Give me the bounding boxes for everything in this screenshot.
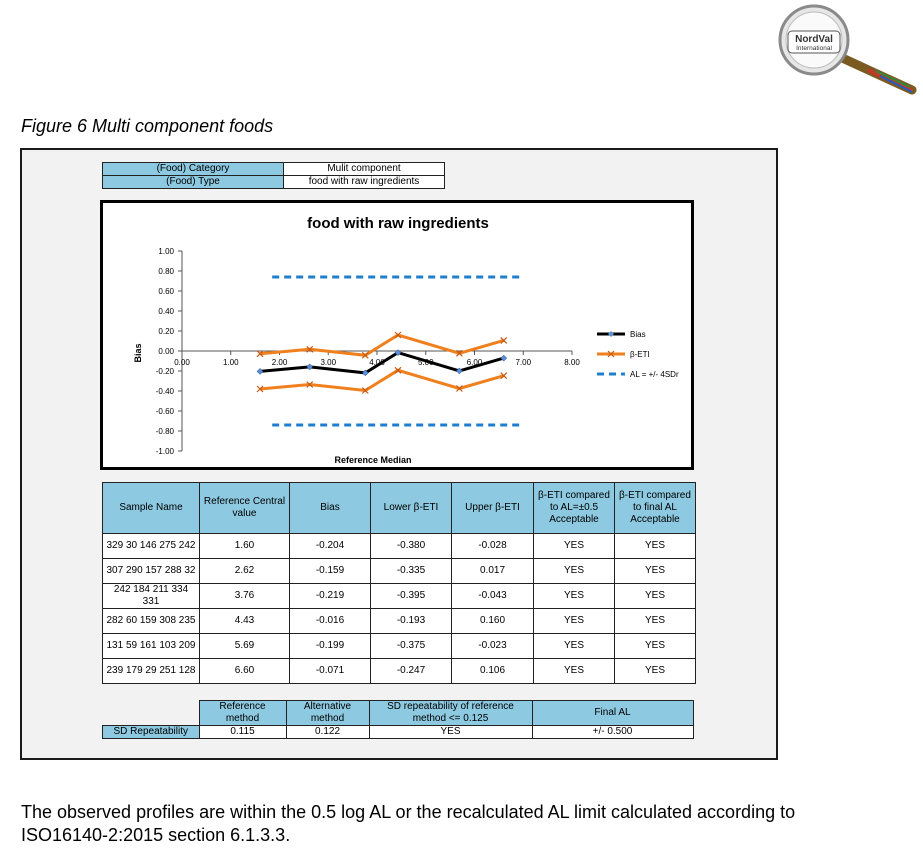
y-tick-label: -0.20 <box>155 367 174 376</box>
results-table <box>102 482 696 684</box>
x-tick-label: 1.00 <box>222 358 239 367</box>
eti-al-acceptable-cell: YES <box>534 559 615 584</box>
eti-al-acceptable-cell: YES <box>534 634 615 659</box>
eti-line <box>260 370 504 390</box>
blank-cell <box>103 701 200 726</box>
eti-al-acceptable-cell: YES <box>534 534 615 559</box>
reference-method-value: 0.115 <box>199 726 286 739</box>
table-row <box>103 559 696 584</box>
lower-eti-value-cell: -0.335 <box>371 559 452 584</box>
category-value: Mulit component <box>284 163 445 176</box>
y-tick-label: 0.40 <box>158 307 174 316</box>
reference-value-cell: 1.60 <box>200 534 290 559</box>
category-table <box>102 162 445 189</box>
chart-title: food with raw ingredients <box>307 215 489 232</box>
table-row <box>103 176 445 189</box>
sample-name-cell: 131 59 161 103 209 <box>103 634 200 659</box>
bias-value-cell: -0.204 <box>290 534 371 559</box>
type-label: (Food) Type <box>103 176 284 189</box>
col-header-reference-method: Reference method <box>199 701 286 726</box>
x-tick-label: 8.00 <box>564 358 580 367</box>
row-label-sd-repeatability: SD Repeatability <box>103 726 200 739</box>
y-tick-label: -0.80 <box>155 427 174 436</box>
figure-title: Figure 6 Multi component foods <box>21 116 274 136</box>
legend-marker <box>608 331 614 337</box>
type-value: food with raw ingredients <box>284 176 445 189</box>
bias-point <box>257 368 263 374</box>
bias-value-cell: -0.016 <box>290 609 371 634</box>
table-header-row <box>103 701 694 726</box>
x-axis-label: Reference Median <box>334 455 412 465</box>
col-header-bias: Bias <box>290 483 371 534</box>
x-tick-label: 7.00 <box>515 358 532 367</box>
nordval-logo <box>776 4 920 104</box>
upper-eti-value-cell: 0.017 <box>452 559 534 584</box>
x-tick-label: 6.00 <box>466 358 483 367</box>
eti-final-al-acceptable-cell: YES <box>615 534 696 559</box>
lower-eti-value-cell: -0.375 <box>371 634 452 659</box>
eti-al-acceptable-cell: YES <box>534 609 615 634</box>
legend-label: AL = +/- 4SDr <box>630 370 679 379</box>
table-row <box>103 659 696 684</box>
eti-final-al-acceptable-cell: YES <box>615 584 696 609</box>
y-axis-label: Bias <box>133 343 143 363</box>
bias-value-cell: -0.219 <box>290 584 371 609</box>
legend-label: Bias <box>630 330 646 339</box>
logo-text-sub: International <box>796 45 832 52</box>
x-tick-label: 5.00 <box>417 358 434 367</box>
y-tick-label: 0.60 <box>158 287 174 296</box>
table-row <box>103 634 696 659</box>
bias-value-cell: -0.159 <box>290 559 371 584</box>
col-header-eti-vs-al: β-ETI compared to AL=±0.5 Acceptable <box>534 483 615 534</box>
reference-value-cell: 5.69 <box>200 634 290 659</box>
table-row <box>103 609 696 634</box>
col-header-sample-name: Sample Name <box>103 483 200 534</box>
y-tick-label: -0.60 <box>155 407 174 416</box>
sample-name-cell: 242 184 211 334 331 <box>103 584 200 609</box>
col-header-eti-vs-final-al: β-ETI compared to final AL Acceptable <box>615 483 696 534</box>
eti-final-al-acceptable-cell: YES <box>615 659 696 684</box>
reference-value-cell: 4.43 <box>200 609 290 634</box>
bias-value-cell: -0.071 <box>290 659 371 684</box>
col-header-reference: Reference Central value <box>200 483 290 534</box>
y-tick-label: 0.00 <box>158 347 174 356</box>
lower-eti-value-cell: -0.247 <box>371 659 452 684</box>
upper-eti-value-cell: -0.028 <box>452 534 534 559</box>
table-row <box>103 726 694 739</box>
sample-name-cell: 307 290 157 288 32 <box>103 559 200 584</box>
final-al-value: +/- 0.500 <box>532 726 693 739</box>
table-row <box>103 534 696 559</box>
sample-name-cell: 329 30 146 275 242 <box>103 534 200 559</box>
lower-eti-value-cell: -0.193 <box>371 609 452 634</box>
x-tick-label: 3.00 <box>320 358 337 367</box>
upper-eti-value-cell: 0.106 <box>452 659 534 684</box>
eti-final-al-acceptable-cell: YES <box>615 634 696 659</box>
lower-eti-value-cell: -0.380 <box>371 534 452 559</box>
upper-eti-value-cell: -0.043 <box>452 584 534 609</box>
y-tick-label: 0.80 <box>158 267 174 276</box>
figure-panel <box>20 148 778 760</box>
bias-point <box>307 364 313 370</box>
table-row <box>103 163 445 176</box>
lower-eti-value-cell: -0.395 <box>371 584 452 609</box>
x-tick-label: 2.00 <box>271 358 288 367</box>
eti-al-acceptable-cell: YES <box>534 584 615 609</box>
conclusion-text: The observed profiles are within the 0.5 log AL or the recalculated AL limit calculated according to ISO16140-2:2015 section 6.1.3.3. <box>21 802 796 845</box>
legend-label: β-ETI <box>630 350 650 359</box>
col-header-upper-eti: Upper β-ETI <box>452 483 534 534</box>
logo-text-main: NordVal <box>795 34 833 45</box>
reference-value-cell: 3.76 <box>200 584 290 609</box>
col-header-final-al: Final AL <box>532 701 693 726</box>
col-header-alternative-method: Alternative method <box>286 701 369 726</box>
bias-value-cell: -0.199 <box>290 634 371 659</box>
eti-al-acceptable-cell: YES <box>534 659 615 684</box>
x-tick-label: 0.00 <box>174 358 190 367</box>
bias-chart <box>100 200 694 470</box>
x-tick-label: 4.00 <box>369 358 385 367</box>
eti-final-al-acceptable-cell: YES <box>615 609 696 634</box>
sample-name-cell: 282 60 159 308 235 <box>103 609 200 634</box>
y-tick-label: 0.20 <box>158 327 174 336</box>
eti-final-al-acceptable-cell: YES <box>615 559 696 584</box>
reference-value-cell: 2.62 <box>200 559 290 584</box>
upper-eti-value-cell: -0.023 <box>452 634 534 659</box>
chart-svg <box>103 203 691 467</box>
summary-table <box>102 700 694 739</box>
y-tick-label: -1.00 <box>155 447 174 456</box>
col-header-sd-repeatability: SD repeatability of reference method <= 0.125 <box>369 701 532 726</box>
table-header-row <box>103 483 696 534</box>
table-row <box>103 584 696 609</box>
alternative-method-value: 0.122 <box>286 726 369 739</box>
col-header-lower-eti: Lower β-ETI <box>371 483 452 534</box>
y-tick-label: -0.40 <box>155 387 174 396</box>
y-tick-label: 1.00 <box>158 247 174 256</box>
upper-eti-value-cell: 0.160 <box>452 609 534 634</box>
eti-line <box>260 335 504 355</box>
sd-repeatability-result: YES <box>369 726 532 739</box>
category-label: (Food) Category <box>103 163 284 176</box>
reference-value-cell: 6.60 <box>200 659 290 684</box>
sample-name-cell: 239 179 29 251 128 <box>103 659 200 684</box>
